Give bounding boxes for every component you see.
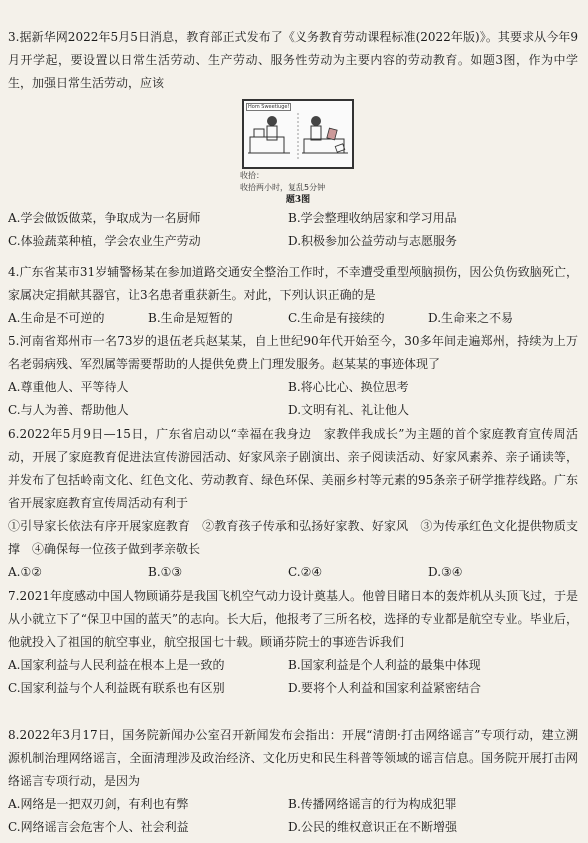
option-b: B.传播网络谣言的行为构成犯罪: [288, 797, 457, 811]
option-a: A.生命是不可逆的: [8, 311, 105, 325]
option-d: D.生命来之不易: [428, 311, 514, 325]
question-6-stem: 6.2022年5月9日—15日，广东省启动以“幸福在我身边 家教伴我成长”为主题的首个家庭教育宣传周活动，开展了家庭教育促进法宣传游园活动、好家风亲子剧演出、亲子阅读活动、好家风素养、亲子诵读等，并发布了包括岭南文化、红色文化、劳动教育、绿色环保、美丽乡村等元素的95条亲子研学推荐线路。广东省开展家庭教育宣传周活动有利于: [8, 427, 578, 510]
question-4: [8, 261, 578, 330]
question-7-options: [8, 654, 578, 700]
question-3-stem: 3.据新华网2022年5月5日消息，教育部正式发布了《义务教育劳动课程标准(2022年版)》。其要求从今年9月开学起，要设置以日常生活劳动、生产劳动、服务性劳动为主要内容的劳动教育。如题3图，作为中学生，加强日常生活劳动，应该: [8, 30, 578, 90]
option-c: C.②④: [288, 565, 323, 579]
question-8-stem: 8.2022年3月17日，国务院新闻办公室召开新闻发布会指出：开展“清朗·打击网络谣言”专项行动，建立溯源机制治理网络谣言，全面清理涉及政治经济、文化历史和民生科普等领域的谣言信息。国务院开展打击网络谣言专项行动，是因为: [8, 728, 578, 788]
option-a: A.网络是一把双刃剑，有利也有弊: [8, 797, 189, 811]
question-5: [8, 330, 578, 422]
option-d: D.积极参加公益劳动与志愿服务: [288, 234, 458, 248]
question-7-stem: 7.2021年度感动中国人物顾诵芬是我国飞机空气动力设计奠基人。他曾目睹日本的轰炸机从头顶飞过，于是从小就立下了“保卫中国的蓝天”的志向。长大后，他报考了三所名校，选择的专业都是航空专业。毕业后，他就投入了祖国的航空事业，航空报国七十载。顾诵芬院士的事迹告诉我们: [8, 589, 578, 649]
question-7: [8, 585, 578, 700]
question-4-options: [8, 307, 578, 330]
question-4-stem: 4.广东省某市31岁辅警杨某在参加道路交通安全整治工作时，不幸遭受重型颅脑损伤，因公负伤致脑死亡，家属决定捐献其器官，让3名患者重获新生。对此，下列认识正确的是: [8, 265, 578, 302]
option-b: B.生命是短暂的: [148, 311, 233, 325]
option-c: C.生命是有接续的: [288, 311, 385, 325]
option-a: A.国家利益与人民利益在根本上是一致的: [8, 658, 225, 672]
option-b: B.将心比心、换位思考: [288, 380, 409, 394]
option-d: D.文明有礼、礼让他人: [288, 403, 410, 417]
cartoon-image: [242, 99, 354, 169]
option-d: D.③④: [428, 565, 463, 579]
option-a: A.①②: [8, 565, 42, 579]
option-a: A.学会做饭做菜，争取成为一名厨师: [8, 211, 201, 225]
option-b: B.国家利益是个人利益的最集中体现: [288, 658, 481, 672]
question-3-options: [8, 207, 578, 253]
question-6-statements: ①引导家长依法有序开展家庭教育 ②教育孩子传承和弘扬好家教、好家风 ③为传承红色文化提供物质支撑 ④确保每一位孩子做到孝亲敬长: [8, 519, 578, 556]
option-d: D.要将个人利益和国家利益紧密结合: [288, 681, 482, 695]
question-8: [8, 724, 578, 839]
question-3: [8, 26, 578, 253]
option-c: C.体验蔬菜种植，学会农业生产劳动: [8, 234, 201, 248]
question-8-options: [8, 793, 578, 839]
question-5-options: [8, 376, 578, 422]
option-b: B.①③: [148, 565, 183, 579]
option-c: C.网络谣言会危害个人、社会利益: [8, 820, 189, 834]
option-c: C.国家利益与个人利益既有联系也有区别: [8, 681, 225, 695]
question-3-figure: [240, 99, 356, 207]
option-a: A.尊重他人、平等待人: [8, 380, 129, 394]
question-6-options: [8, 561, 578, 584]
cartoon-caption-1: 收拾：: [240, 171, 264, 180]
question-6: [8, 423, 578, 584]
option-b: B.学会整理收纳居家和学习用品: [288, 211, 457, 225]
question-5-stem: 5.河南省郑州市一名73岁的退伍老兵赵某某，自上世纪90年代开始至今，30多年间走遍郑州，持续为上万名老弱病残、军烈属等需要帮助的人提供免费上门理发服务。赵某某的事迹体现了: [8, 334, 578, 371]
option-d: D.公民的维权意识正在不断增强: [288, 820, 458, 834]
figure-title: 题3图: [285, 195, 311, 205]
cartoon-sign: Hom Sweetiuge!: [248, 104, 290, 110]
cartoon-caption-2: 收拾两小时，复乱5分钟: [240, 183, 326, 192]
option-c: C.与人为善、帮助他人: [8, 403, 129, 417]
